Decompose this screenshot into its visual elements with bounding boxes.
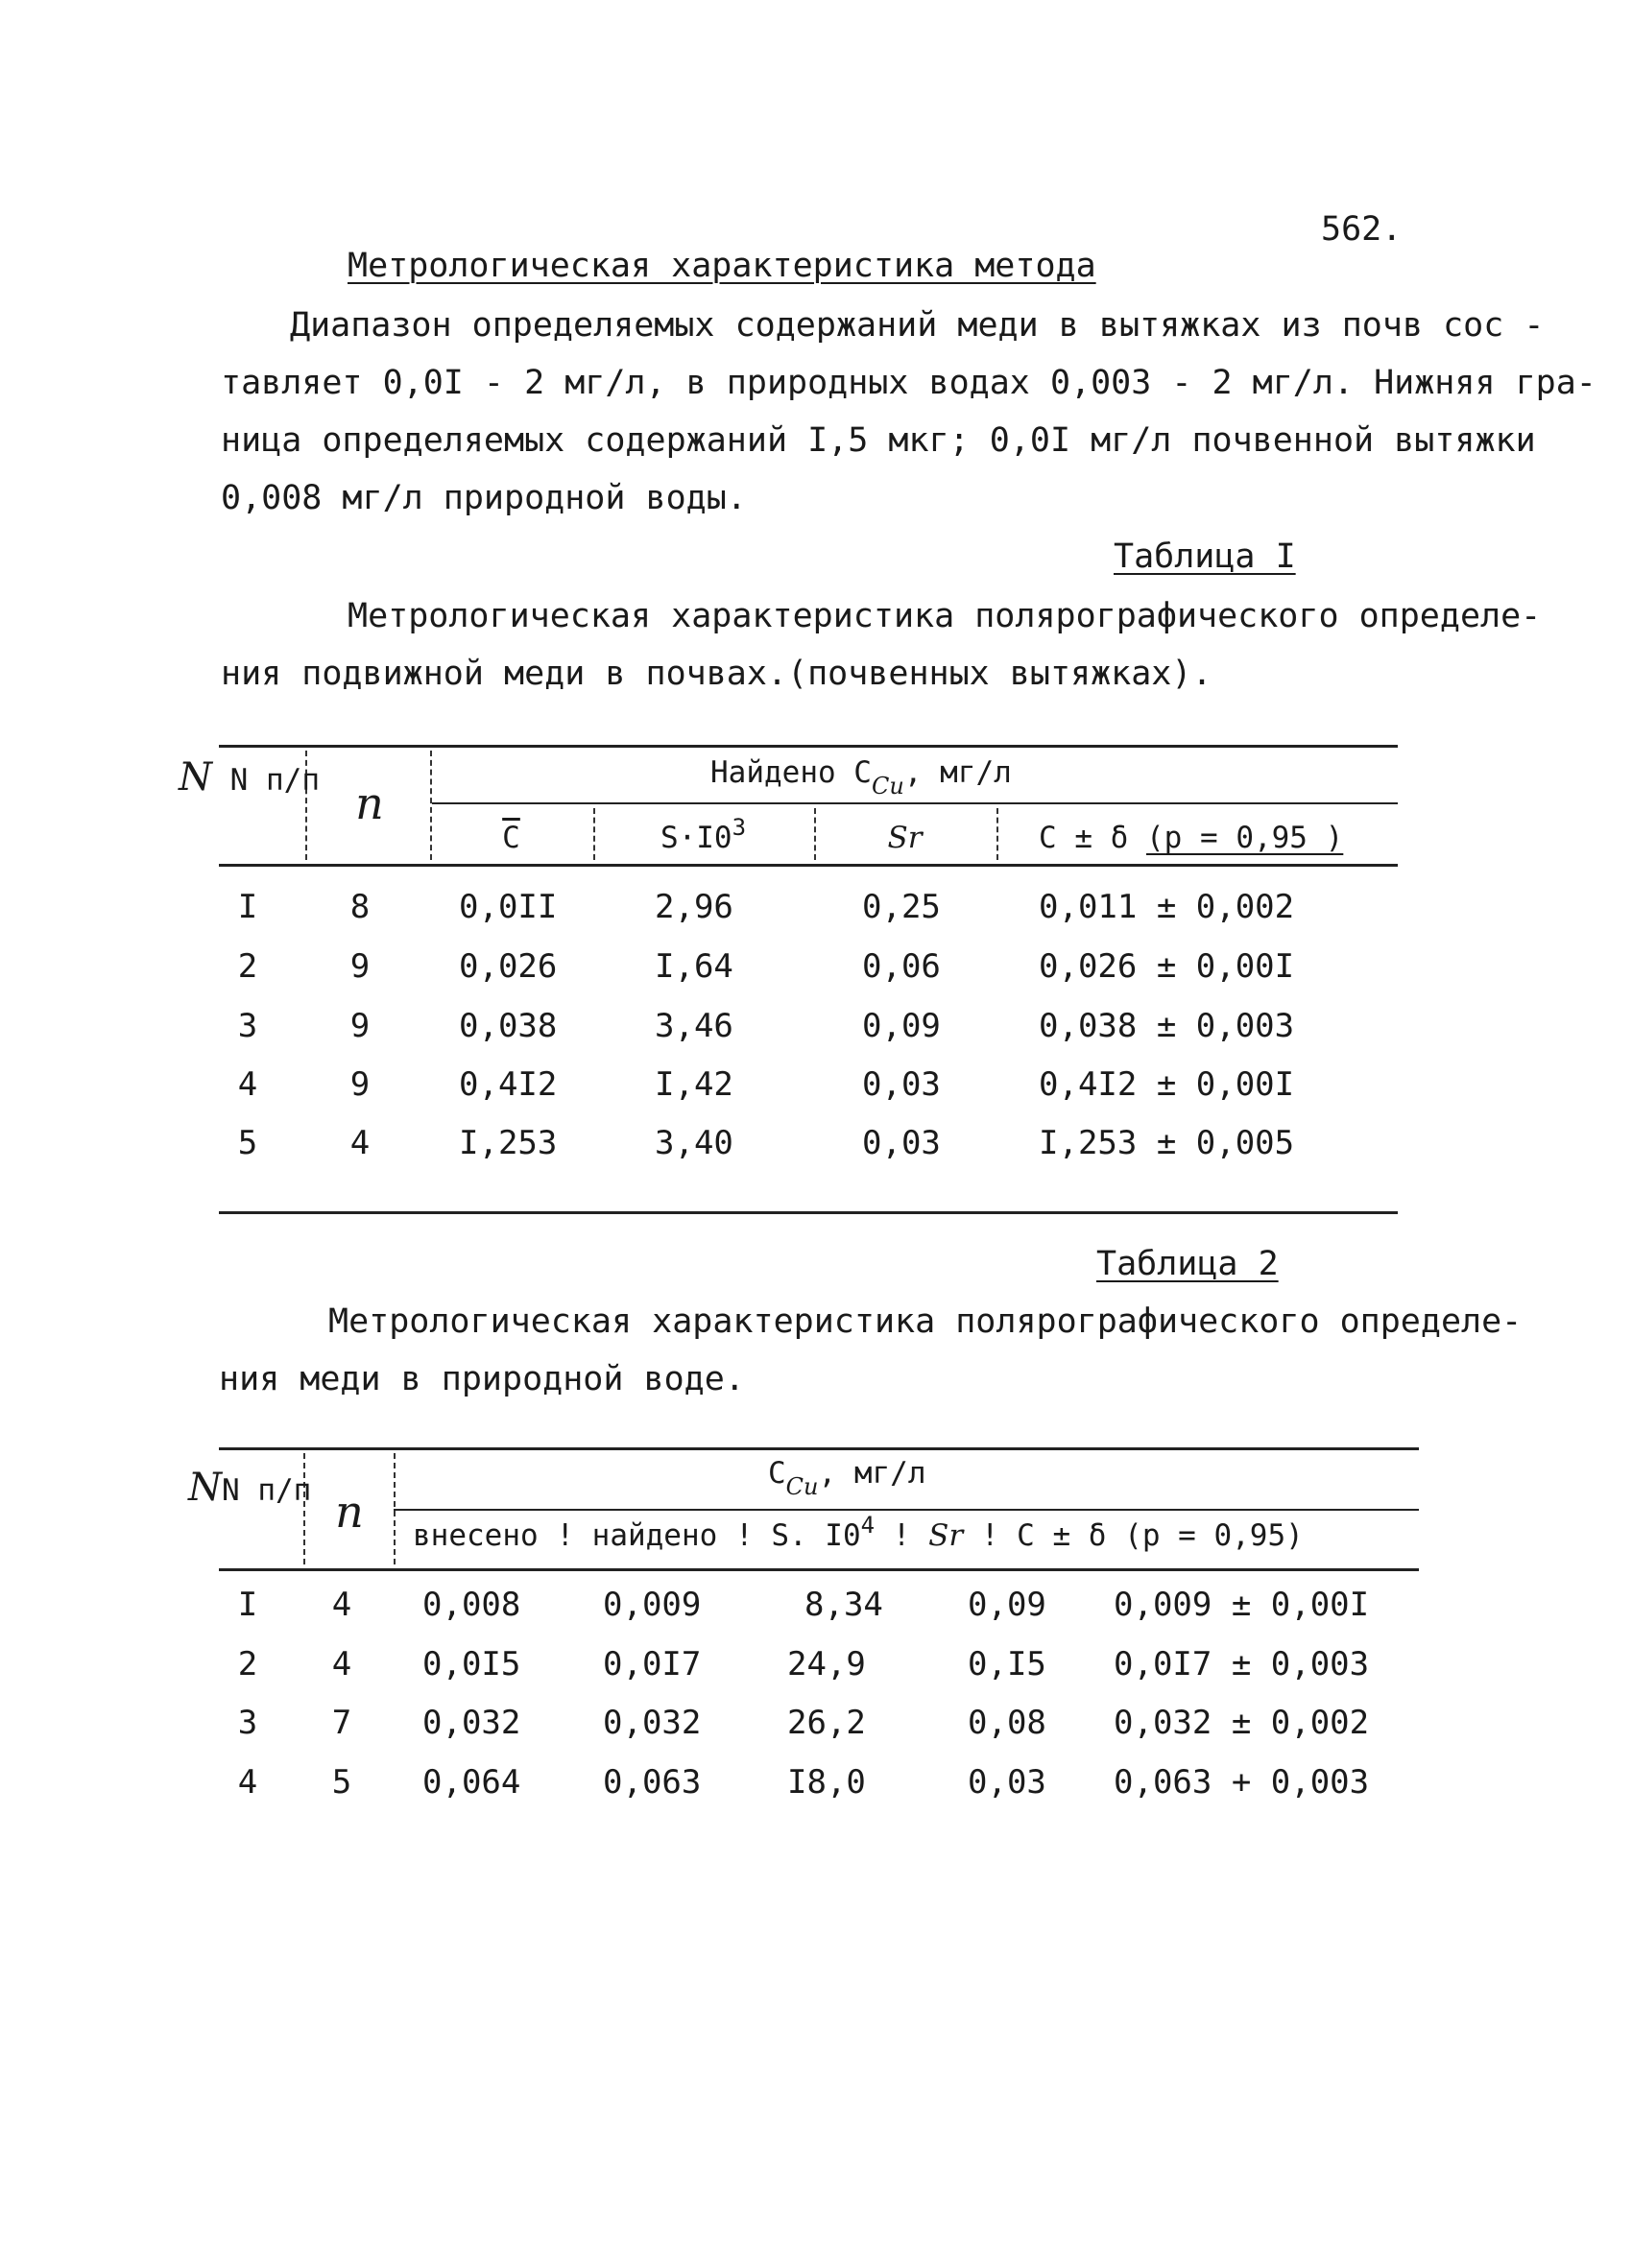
paragraph-line: Диапазон определяемых содержаний меди в вытяжках из почв сос - [290,306,1545,345]
table1-head-sr: Sr [887,821,923,855]
cell-num: 2 [237,1645,258,1683]
paragraph-line: ница определяемых содержаний I,5 мкг; 0,0I мг/л почвенной вытяжки [221,421,1536,460]
table1-col-divider [996,808,998,860]
cell-s: 8,34 [804,1586,883,1624]
table1-head-n: n [355,777,384,829]
table2-label: Таблица 2 [1096,1245,1279,1283]
cell-s: 3,40 [655,1124,733,1162]
cell-num: 5 [237,1124,258,1162]
cell-added: 0,032 [422,1704,521,1742]
cell-ci: 0,4I2 ± 0,00I [1039,1065,1295,1104]
table2-head-found: найдено [591,1518,718,1553]
cell-s: I,42 [655,1065,733,1104]
cell-num: 4 [237,1065,258,1104]
table2-head-added: внесено [413,1518,539,1553]
table2-head-cols: внесено ! найдено ! S. $I0^4$ ! Sr ! C ± δ (p = 0,95) [413,1512,1304,1553]
cell-ci: 0,032 ± 0,002 [1114,1704,1370,1742]
cell-num: 3 [237,1007,258,1045]
table2-head-n: n [335,1486,364,1538]
cell-ci: 0,026 ± 0,00I [1039,947,1295,986]
table1-top-rule [219,745,1398,748]
paragraph-line: 0,008 мг/л природной воды. [221,479,747,517]
paragraph-line: тавляет 0,0I - 2 мг/л, в природных водах 0,003 - 2 мг/л. Нижняя гра- [221,364,1596,402]
table1-head-ci: C ± δ (p = 0,95 ) [1039,821,1344,855]
cell-n: 9 [349,1065,371,1104]
table1-head-c: $\overline{C}$ [502,821,520,855]
cell-num: I [237,888,258,926]
page-number: 562. [1321,210,1403,249]
cell-added: 0,0I5 [422,1645,521,1683]
table1-col-divider [593,808,595,860]
cell-s: 26,2 [787,1704,866,1742]
table2-head-s: S. $I0^4$ [771,1512,876,1553]
table1-label: Таблица I [1114,537,1296,576]
cell-sr: 0,03 [968,1763,1046,1802]
cell-num: 2 [237,947,258,986]
cell-s: 24,9 [787,1645,866,1683]
table1-caption-line: Метрологическая характеристика полярографического определе- [348,597,1542,635]
cell-sr: 0,09 [862,1007,941,1045]
cell-sr: 0,25 [862,888,941,926]
table2-caption-line: ния меди в природной воде. [219,1360,745,1398]
cell-num: 4 [237,1763,258,1802]
cell-found: 0,063 [603,1763,702,1802]
cell-n: 4 [331,1645,352,1683]
cell-s: 3,46 [655,1007,733,1045]
table2-head-ci: C ± δ (p = 0,95) [1017,1518,1304,1553]
table2-top-rule [219,1447,1419,1450]
table2-col-divider [394,1453,396,1564]
cell-n: 8 [349,888,371,926]
table2-head-group: $C_{Cu}$, мг/л [768,1456,926,1500]
table1-head-s: $S\cdot I0^3$ [660,814,747,855]
cell-num: I [237,1586,258,1624]
cell-n: 5 [331,1763,352,1802]
cell-ci: 0,009 ± 0,00I [1114,1586,1370,1624]
table1-header-rule [219,864,1398,867]
cell-sr: 0,I5 [968,1645,1046,1683]
cell-n: 4 [349,1124,371,1162]
cell-found: 0,0I7 [603,1645,702,1683]
table2-head-num: NN п/п [188,1466,312,1510]
table1-col-divider [814,808,816,860]
cell-found: 0,009 [603,1586,702,1624]
cell-n: 9 [349,1007,371,1045]
cell-c: I,253 [459,1124,558,1162]
table2-group-rule [394,1509,1419,1511]
cell-c: 0,0II [459,888,558,926]
table2-caption-line: Метрологическая характеристика полярографического определе- [328,1302,1523,1341]
table2-head-sr: Sr [928,1518,964,1553]
cell-n: 7 [331,1704,352,1742]
cell-found: 0,032 [603,1704,702,1742]
cell-s: 2,96 [655,888,733,926]
cell-sr: 0,03 [862,1065,941,1104]
cell-n: 9 [349,947,371,986]
cell-s: I8,0 [787,1763,866,1802]
cell-added: 0,064 [422,1763,521,1802]
table1-head-num: N N п/п [179,755,320,800]
cell-num: 3 [237,1704,258,1742]
cell-sr: 0,09 [968,1586,1046,1624]
table1-group-rule [432,802,1398,804]
cell-ci: I,253 ± 0,005 [1039,1124,1295,1162]
cell-added: 0,008 [422,1586,521,1624]
table1-caption-line: ния подвижной меди в почвах.(почвенных вытяжках). [221,655,1212,693]
cell-c: 0,026 [459,947,558,986]
cell-c: 0,4I2 [459,1065,558,1104]
cell-ci: 0,063 + 0,003 [1114,1763,1370,1802]
cell-sr: 0,08 [968,1704,1046,1742]
section-title: Метрологическая характеристика метода [348,247,1096,285]
table1-head-group: Найдено $C_{Cu}$, мг/л [710,755,1012,800]
cell-sr: 0,03 [862,1124,941,1162]
cell-s: I,64 [655,947,733,986]
cell-ci: 0,038 ± 0,003 [1039,1007,1295,1045]
cell-c: 0,038 [459,1007,558,1045]
table2-header-rule [219,1568,1419,1571]
cell-ci: 0,011 ± 0,002 [1039,888,1295,926]
cell-ci: 0,0I7 ± 0,003 [1114,1645,1370,1683]
cell-n: 4 [331,1586,352,1624]
table1-col-divider [430,751,432,860]
table1-bottom-rule [219,1211,1398,1214]
cell-sr: 0,06 [862,947,941,986]
